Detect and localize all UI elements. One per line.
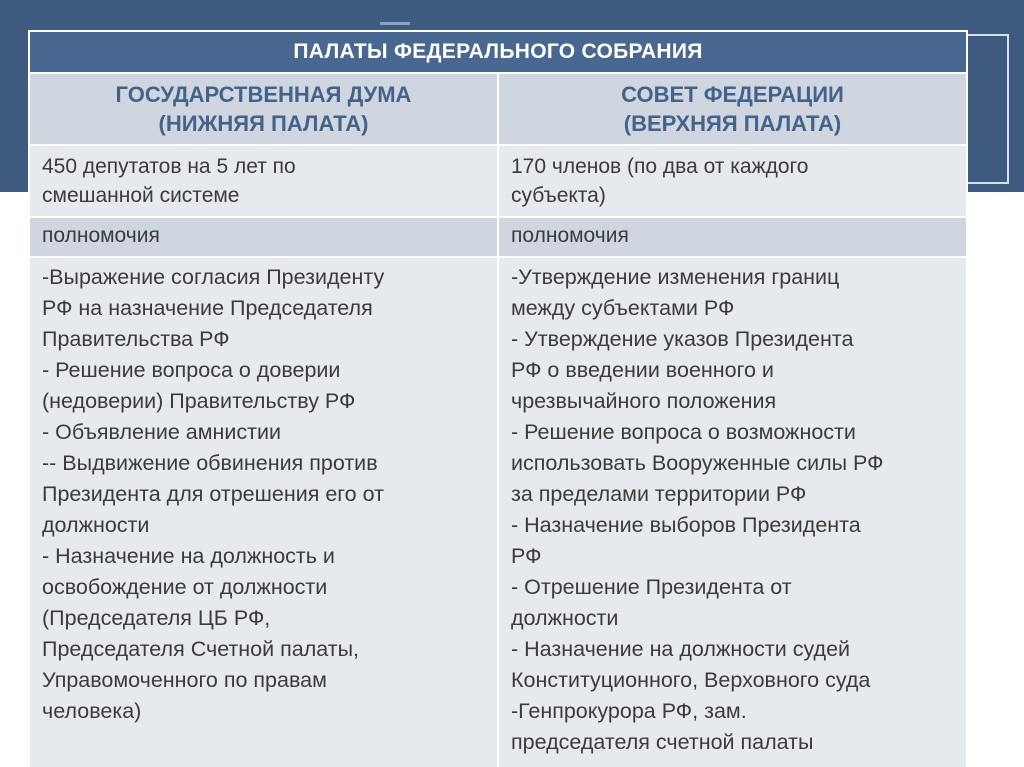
duma-power-line: Президента для отрешения его от [42, 482, 384, 506]
council-power-line: -Утверждение изменения границ [511, 265, 840, 289]
decorative-frame [965, 34, 1009, 184]
duma-power-line: - Назначение на должность и [42, 544, 335, 568]
council-power-line: использовать Вооруженные силы РФ [511, 451, 884, 475]
duma-powers-list [29, 257, 498, 767]
duma-power-line: - Объявление амнистии [42, 420, 282, 444]
duma-power-line: (недоверии) Правительству РФ [42, 389, 356, 413]
duma-power-line: освобождение от должности [42, 575, 328, 599]
duma-composition-line: 450 депутатов на 5 лет по [42, 155, 296, 178]
council-power-line: - Назначение на должности судей [511, 637, 851, 661]
council-power-line: - Назначение выборов Президента [511, 513, 861, 537]
duma-power-line: -Выражение согласия Президенту [42, 265, 385, 289]
duma-power-line: Правительства РФ [42, 327, 230, 351]
table-title: ПАЛАТЫ ФЕДЕРАЛЬНОГО СОБРАНИЯ [29, 31, 967, 73]
council-power-line: должности [511, 606, 619, 630]
duma-heading [29, 73, 498, 145]
council-power-line: - Решение вопроса о возможности [511, 420, 856, 444]
council-composition-line: 170 членов (по два от каждого [511, 155, 809, 178]
council-composition-line: субъекта) [511, 184, 606, 207]
duma-power-line: РФ на назначение Председателя [42, 296, 373, 320]
council-composition [498, 145, 967, 217]
duma-power-line: Председателя Счетной палаты, [42, 637, 360, 661]
duma-power-line: -- Выдвижение обвинения против [42, 451, 378, 475]
duma-power-line: (Председателя ЦБ РФ, [42, 606, 271, 630]
council-power-line: - Отрешение Президента от [511, 575, 792, 599]
council-heading [498, 73, 967, 145]
council-powers-label: полномочия [498, 217, 967, 257]
duma-composition [29, 145, 498, 217]
council-power-line: чрезвычайного положения [511, 389, 777, 413]
council-power-line: РФ о введении военного и [511, 358, 774, 382]
council-power-line: - Утверждение указов Президента [511, 327, 854, 351]
duma-power-line: - Решение вопроса о доверии [42, 358, 341, 382]
duma-power-line: человека) [42, 699, 142, 723]
duma-power-line: должности [42, 513, 150, 537]
council-power-line: председателя счетной палаты [511, 730, 814, 754]
council-power-line: -Генпрокурора РФ, зам. [511, 699, 747, 723]
council-power-line: Конституционного, Верховного суда [511, 668, 871, 692]
duma-powers-label: полномочия [29, 217, 498, 257]
council-powers-list [498, 257, 967, 767]
council-heading-sub: (ВЕРХНЯЯ ПАЛАТА) [623, 111, 842, 136]
duma-heading-name: ГОСУДАРСТВЕННАЯ ДУМА [115, 82, 412, 107]
council-power-line: за пределами территории РФ [511, 482, 807, 506]
chambers-table [28, 30, 968, 767]
duma-power-line: Управомоченного по правам [42, 668, 327, 692]
council-heading-name: СОВЕТ ФЕДЕРАЦИИ [621, 82, 844, 107]
duma-heading-sub: (НИЖНЯЯ ПАЛАТА) [158, 111, 369, 136]
decorative-tick [380, 22, 410, 25]
council-power-line: между субъектами РФ [511, 296, 735, 320]
council-power-line: РФ [511, 544, 542, 568]
duma-composition-line: смешанной системе [42, 184, 240, 207]
